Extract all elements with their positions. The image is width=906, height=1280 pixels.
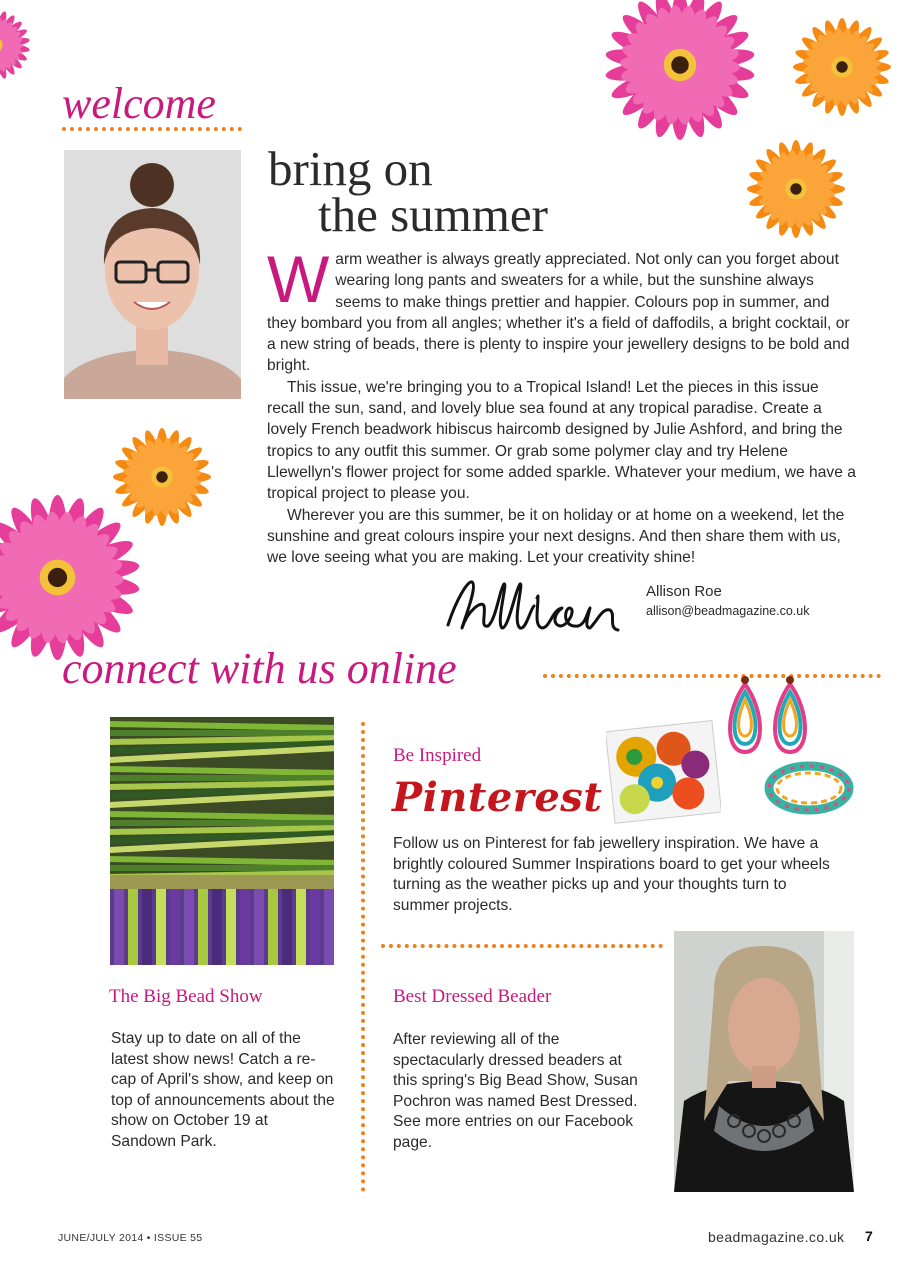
big-bead-show-text: Stay up to date on all of the latest show news! Catch a re-cap of April's show, and keep on top of announcements about the show on October 19 at Sandown Park. — [111, 1030, 335, 1150]
page-number: 7 — [865, 1228, 873, 1244]
editorial-body — [267, 242, 857, 568]
orange-gerbera-icon — [793, 18, 891, 116]
pinterest-section-title: Be Inspired — [393, 745, 482, 766]
welcome-heading: welcome — [62, 79, 216, 128]
best-dressed-text: After reviewing all of the spectacularly dressed beaders at this spring's Big Bead Show, Susan Pochron was named Best Dressed. See more entries on our Facebook page. — [393, 1031, 638, 1151]
pink-gerbera-icon — [605, 0, 755, 140]
signature-image — [438, 570, 623, 640]
paragraph-2: This issue, we're bringing you to a Tropical Island! Let the pieces in this issue recall the sun, sand, and lovely blue sea found at any tropical paradise. Create a lovely French beadwork hibiscus haircomb designed by Julie Ashford, and bring the tropics to any outfit this summer. Or grab some polymer clay and try Helene Llewellyn's flower project for some added sparkle. Whatever your medium, we have a tropical project to please you. — [267, 378, 856, 503]
headline-line-2: the summer — [318, 187, 548, 242]
editor-portrait — [64, 150, 241, 399]
paragraph-1-text: arm weather is always greatly appreciated. Not only can you forget about wearing long pants and sweaters for a while, but the sunshine always seems to make things prettier and happier. Colours pop in summer, and they bombard you from all angles; whether it's a field of daffodils, a bright cocktail, or a new string of beads, there is plenty to inspire your jewellery designs to be bold and bright. — [267, 251, 850, 375]
paragraph-1 — [267, 242, 857, 377]
best-dressed-photo — [674, 931, 854, 1192]
orange-gerbera-icon — [747, 140, 845, 238]
best-dressed-title: Best Dressed Beader — [393, 986, 552, 1007]
paragraph-3: Wherever you are this summer, be it on holiday or at home on a weekend, let the sunshine and great colours inspire your next designs. And then share them with us, we love seeing what you are making. Let your creativity shine! — [267, 506, 845, 567]
pinterest-divider — [381, 944, 663, 948]
issue-label: JUNE/JULY 2014 • ISSUE 55 — [58, 1232, 203, 1244]
pinterest-section-text: Follow us on Pinterest for fab jewellery inspiration. We have a brightly coloured Summer Inspirations board to get your wheels turning as the weather picks up and your thoughts turn to summer projects. — [393, 835, 830, 914]
pink-gerbera-icon — [0, 495, 140, 660]
earrings-photo — [720, 672, 815, 762]
bead-show-photo — [110, 717, 334, 965]
editor-email[interactable]: allison@beadmagazine.co.uk — [646, 604, 810, 618]
website-link[interactable]: beadmagazine.co.uk — [708, 1229, 845, 1245]
headline-line-1: bring on — [268, 141, 433, 196]
pinterest-logo[interactable]: Pinterest — [392, 774, 603, 821]
polymer-beads-photo — [606, 720, 721, 825]
welcome-divider — [62, 127, 242, 131]
drop-cap: W — [267, 242, 330, 316]
headline — [268, 141, 548, 242]
big-bead-show-title: The Big Bead Show — [109, 986, 263, 1007]
editor-name: Allison Roe — [646, 583, 722, 600]
connect-heading: connect with us online — [62, 644, 457, 693]
bracelet-photo — [762, 758, 857, 820]
connect-divider — [543, 674, 881, 678]
pink-gerbera-icon — [0, 0, 30, 110]
column-divider — [361, 722, 365, 1192]
